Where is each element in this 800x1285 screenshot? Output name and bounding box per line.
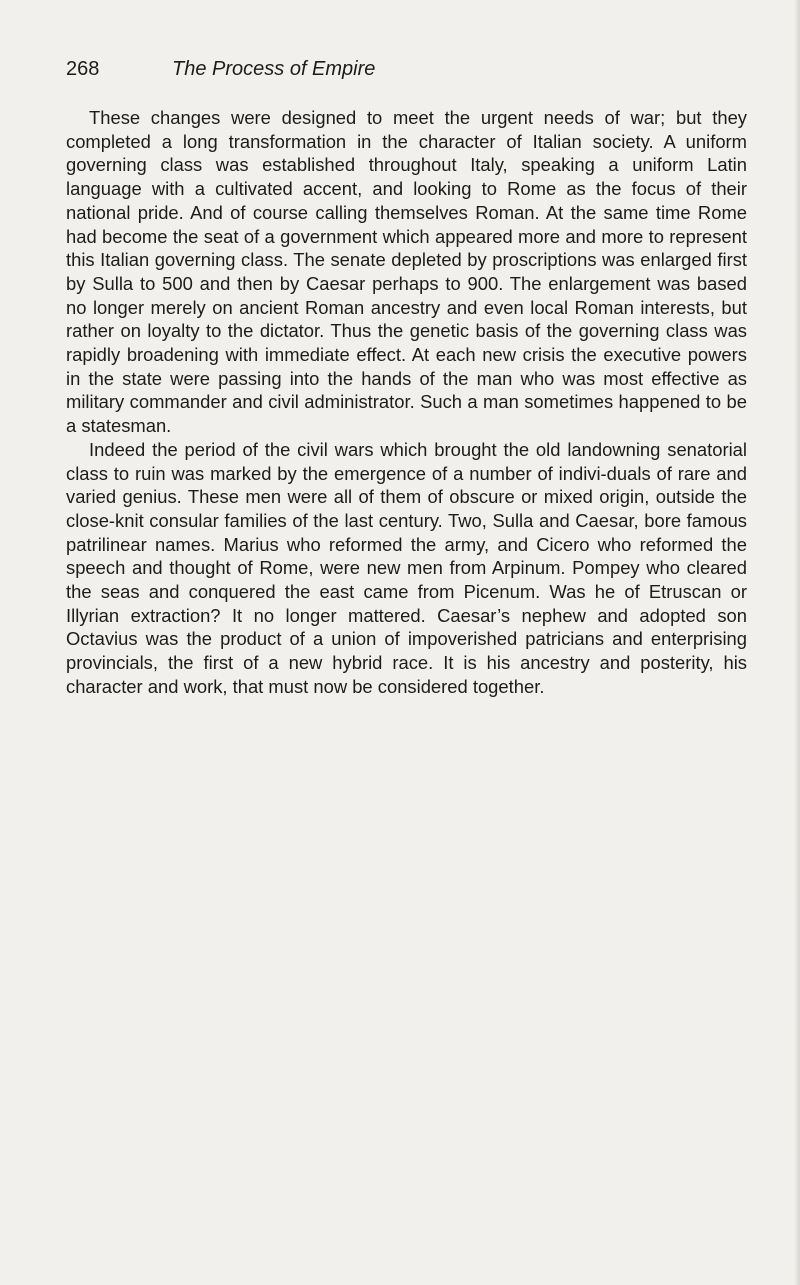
page-edge-shadow	[794, 0, 800, 1285]
page-number: 268	[66, 58, 100, 80]
paragraph: Indeed the period of the civil wars which brought the old landowning senatorial class to ruin was marked by the emergence of a number of indivi-duals of rare and varied genius. These men were all of them of obscure or mixed origin, outside the close-knit consular families of the last century. Two, Sulla and Caesar, bore famous patrilinear names. Marius who reformed the army, and Cicero who reformed the speech and thought of Rome, were new men from Arpinum. Pompey who cleared the seas and conquered the east came from Picenum. Was he of Etruscan or Illyrian extraction? It no longer mattered. Caesar’s nephew and adopted son Octavius was the product of a union of impoverished patricians and enterprising provincials, the first of a new hybrid race. It is his ancestry and posterity, his character and work, that must now be considered together.	[66, 438, 747, 697]
running-head	[66, 54, 746, 84]
paragraph: These changes were designed to meet the urgent needs of war; but they completed a long transformation in the character of Italian society. A uniform governing class was established throughout Italy, speaking a uniform Latin language with a cultivated accent, and looking to Rome as the focus of their national pride. And of course calling themselves Roman. At the same time Rome had become the seat of a government which appeared more and more to represent this Italian governing class. The senate depleted by proscriptions was enlarged first by Sulla to 500 and then by Caesar perhaps to 900. The enlargement was based no longer merely on ancient Roman ancestry and even local Roman interests, but rather on loyalty to the dictator. Thus the genetic basis of the governing class was rapidly broadening with immediate effect. At each new crisis the executive powers in the state were passing into the hands of the man who was most effective as military commander and civil administrator. Such a man sometimes happened to be a statesman.	[66, 107, 747, 437]
body-text	[66, 106, 747, 699]
running-title: The Process of Empire	[172, 58, 376, 80]
